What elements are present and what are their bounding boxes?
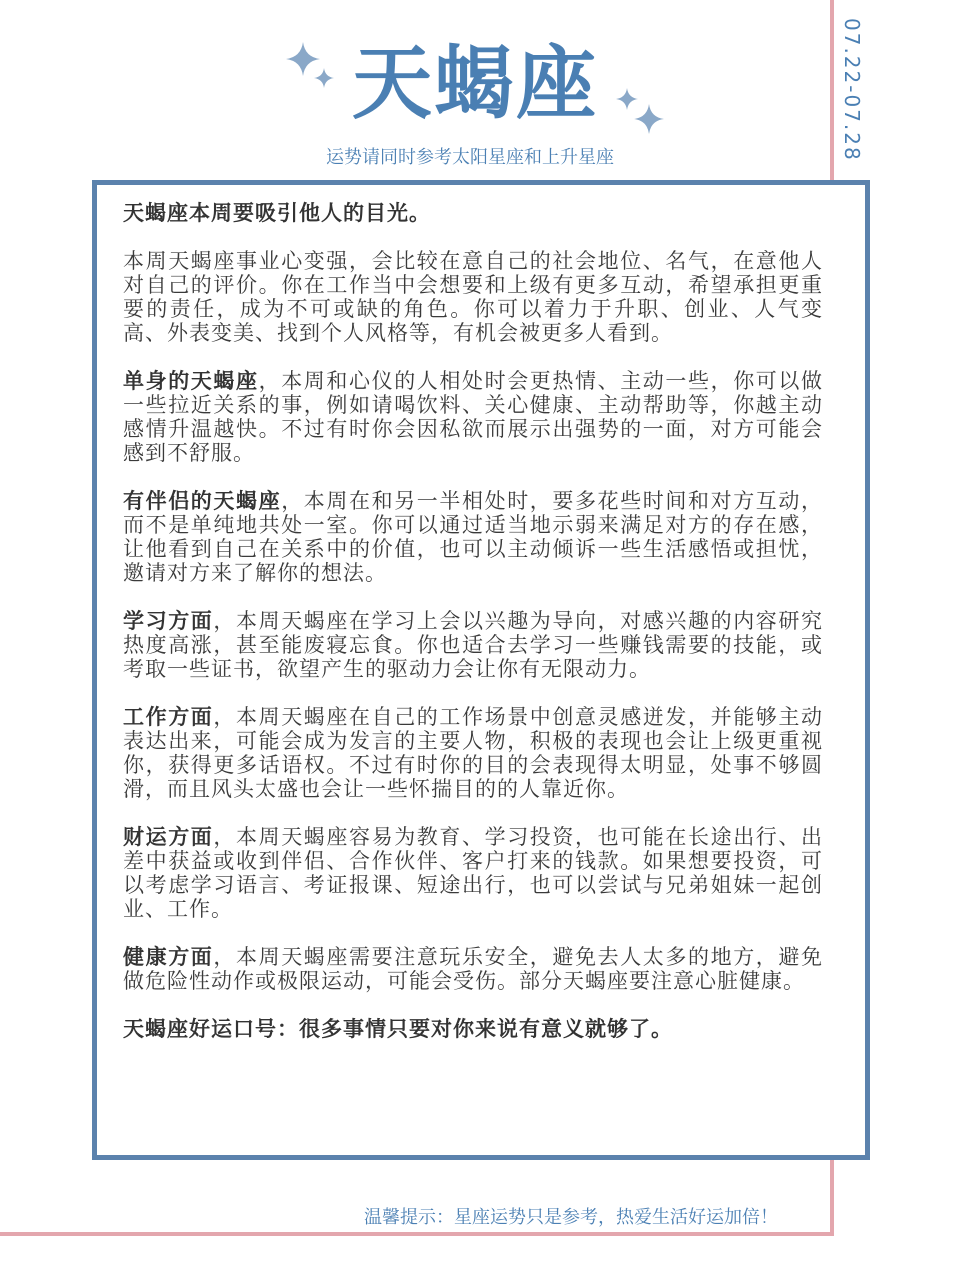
study-text: ，本周天蝎座在学习上会以兴趣为导向，对感兴趣的内容研究热度高涨，甚至能废寝忘食。你也适合去学习一些赚钱需要的技能，或考取一些证书，欲望产生的驱动力会让你有无限动力。 bbox=[123, 609, 824, 681]
work-text: ，本周天蝎座在自己的工作场景中创意灵感迸发，并能够主动表达出来，可能会成为发言的主要人物，积极的表现也会让上级更重视你，获得更多话语权。不过有时你的目的会表现得太明显，处事不够圆滑，而且风头太盛也会让一些怀揣目的的人靠近你。 bbox=[123, 705, 824, 801]
single-paragraph bbox=[123, 369, 823, 465]
wealth-text: ，本周天蝎座容易为教育、学习投资，也可能在长途出行、出差中获益或收到伴侣、合作伙伴、客户打来的钱款。如果想要投资，可以考虑学习语言、考证报课、短途出行，也可以尝试与兄弟姐妹一起创业、工作。 bbox=[123, 825, 824, 921]
slogan-paragraph bbox=[123, 1017, 823, 1041]
couple-paragraph bbox=[123, 489, 823, 585]
career-general-paragraph: 本周天蝎座事业心变强，会比较在意自己的社会地位、名气，在意他人对自己的评价。你在工作当中会想要和上级有更多互动，希望承担更重要的责任，成为不可或缺的角色。你可以着力于升职、创业、人气变高、外表变美、找到个人风格等，有机会被更多人看到。 bbox=[123, 249, 823, 345]
study-label: 学习方面 bbox=[123, 609, 214, 633]
footer-tip: 温馨提示：星座运势只是参考，热爱生活好运加倍！ bbox=[364, 1207, 778, 1228]
sparkle-small-left-icon bbox=[314, 68, 334, 88]
health-label: 健康方面 bbox=[123, 945, 214, 969]
slogan-text: 天蝎座好运口号：很多事情只要对你来说有意义就够了。 bbox=[123, 1017, 673, 1041]
subtitle: 运势请同时参考太阳星座和上升星座 bbox=[326, 147, 614, 168]
work-label: 工作方面 bbox=[123, 705, 214, 729]
work-paragraph bbox=[123, 705, 823, 801]
pink-horizontal-line bbox=[0, 1232, 834, 1236]
couple-text: ，本周在和另一半相处时，要多花些时间和对方互动，而不是单纯地共处一室。你可以通过适当地示弱来满足对方的存在感，让他看到自己在关系中的价值，也可以主动倾诉一些生活感悟或担忧，邀请对方来了解你的想法。 bbox=[123, 489, 824, 585]
page-title: 天蝎座 bbox=[352, 37, 598, 130]
wealth-paragraph bbox=[123, 825, 823, 921]
wealth-label: 财运方面 bbox=[123, 825, 214, 849]
sparkle-large-right-icon bbox=[634, 104, 664, 134]
intro-paragraph bbox=[123, 201, 823, 225]
single-text: ，本周和心仪的人相处时会更热情、主动一些，你可以做一些拉近关系的事，例如请喝饮料、关心健康、主动帮助等，你越主动感情升温越快。不过有时你会因私欲而展示出强势的一面，对方可能会感到不舒服。 bbox=[123, 369, 824, 465]
horoscope-card bbox=[92, 180, 870, 1160]
study-paragraph bbox=[123, 609, 823, 681]
date-range: 07.22-07.28 bbox=[840, 18, 864, 162]
single-label: 单身的天蝎座 bbox=[123, 369, 259, 393]
intro-text: 天蝎座本周要吸引他人的目光。 bbox=[123, 201, 431, 225]
health-paragraph bbox=[123, 945, 823, 993]
health-text: ，本周天蝎座需要注意玩乐安全，避免去人太多的地方，避免做危险性动作或极限运动，可能会受伤。部分天蝎座要注意心脏健康。 bbox=[123, 945, 824, 993]
horoscope-content bbox=[123, 201, 823, 1063]
couple-label: 有伴侣的天蝎座 bbox=[123, 489, 282, 513]
